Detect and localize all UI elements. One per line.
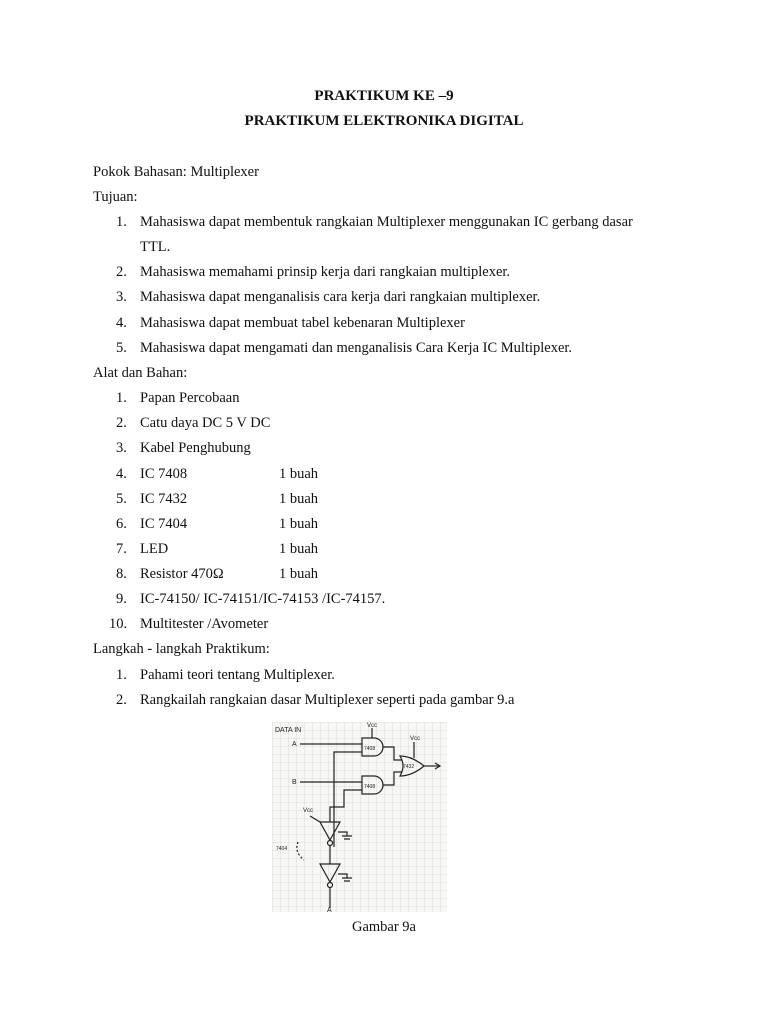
tujuan-num-5: 5. <box>116 340 127 356</box>
label-a: A <box>292 741 297 748</box>
langkah-item-1: Pahami teori tentang Multiplexer. <box>140 667 335 683</box>
label-chip-or: 7432 <box>403 764 415 770</box>
alat-num-8: 8. <box>116 566 127 582</box>
langkah-heading: Langkah - langkah Praktikum: <box>93 641 270 657</box>
alat-num-1: 1. <box>116 390 127 406</box>
alat-num-10: 10. <box>109 616 128 632</box>
tujuan-item-4: Mahasiswa dapat membuat tabel kebenaran Multiplexer <box>140 315 465 331</box>
label-chip-and-1: 7408 <box>364 746 376 752</box>
alat-num-5: 5. <box>116 491 127 507</box>
tujuan-item-1-line2: TTL. <box>140 239 171 255</box>
alat-num-2: 2. <box>116 415 127 431</box>
langkah-item-2: Rangkailah rangkaian dasar Multiplexer seperti pada gambar 9.a <box>140 692 515 708</box>
alat-item-4: IC 7408 <box>140 466 188 482</box>
tujuan-item-5: Mahasiswa dapat mengamati dan menganalisis Cara Kerja IC Multiplexer. <box>140 340 573 356</box>
langkah-num-2: 2. <box>116 692 127 708</box>
label-vcc-not: Vcc <box>303 808 314 814</box>
alat-qty-5: 1 buah <box>279 491 319 507</box>
tujuan-num-1: 1. <box>116 214 127 230</box>
tujuan-item-2: Mahasiswa memahami prinsip kerja dari rangkaian multiplexer. <box>140 264 511 280</box>
alat-item-6: IC 7404 <box>140 516 188 532</box>
label-chip-not: 7404 <box>276 846 288 852</box>
pokok-bahasan: Pokok Bahasan: Multiplexer <box>93 164 259 180</box>
title-elektronika-digital: PRAKTIKUM ELEKTRONIKA DIGITAL <box>244 113 524 129</box>
label-data-in: DATA IN <box>275 727 302 734</box>
multiplexer-circuit-figure <box>272 722 447 912</box>
alat-item-8: Resistor 470Ω <box>140 566 224 582</box>
alat-num-9: 9. <box>116 591 127 607</box>
alat-num-3: 3. <box>116 440 127 456</box>
alat-item-1: Papan Percobaan <box>140 390 240 406</box>
alat-qty-4: 1 buah <box>279 466 319 482</box>
alat-num-7: 7. <box>116 541 127 557</box>
tujuan-num-2: 2. <box>116 264 127 280</box>
figure-grid <box>272 722 447 912</box>
alat-item-3: Kabel Penghubung <box>140 440 251 456</box>
alat-heading: Alat dan Bahan: <box>93 365 188 381</box>
label-vcc-and: Vcc <box>367 723 378 729</box>
langkah-num-1: 1. <box>116 667 127 683</box>
alat-item-10: Multitester /Avometer <box>140 616 269 632</box>
label-chip-and-2: 7408 <box>364 784 376 790</box>
alat-qty-8: 1 buah <box>279 566 319 582</box>
tujuan-item-3: Mahasiswa dapat menganalisis cara kerja dari rangkaian multiplexer. <box>140 289 541 305</box>
alat-qty-6: 1 buah <box>279 516 319 532</box>
label-b: B <box>292 779 297 786</box>
title-praktikum-ke: PRAKTIKUM KE –9 <box>314 88 454 104</box>
alat-item-5: IC 7432 <box>140 491 188 507</box>
alat-item-9: IC-74150/ IC-74151/IC-74153 /IC-74157. <box>140 591 386 607</box>
label-vcc-or: Vcc <box>410 736 421 742</box>
figure-caption: Gambar 9a <box>351 919 416 935</box>
alat-item-7: LED <box>140 541 169 557</box>
tujuan-item-1-line1: Mahasiswa dapat membentuk rangkaian Multiplexer menggunakan IC gerbang dasar <box>140 214 633 230</box>
alat-num-6: 6. <box>116 516 127 532</box>
tujuan-num-4: 4. <box>116 315 127 331</box>
alat-qty-7: 1 buah <box>279 541 319 557</box>
alat-num-4: 4. <box>116 466 127 482</box>
tujuan-num-3: 3. <box>116 289 127 305</box>
alat-item-2: Catu daya DC 5 V DC <box>140 415 271 431</box>
label-a-bottom: A <box>327 907 332 912</box>
tujuan-heading: Tujuan: <box>93 189 138 205</box>
